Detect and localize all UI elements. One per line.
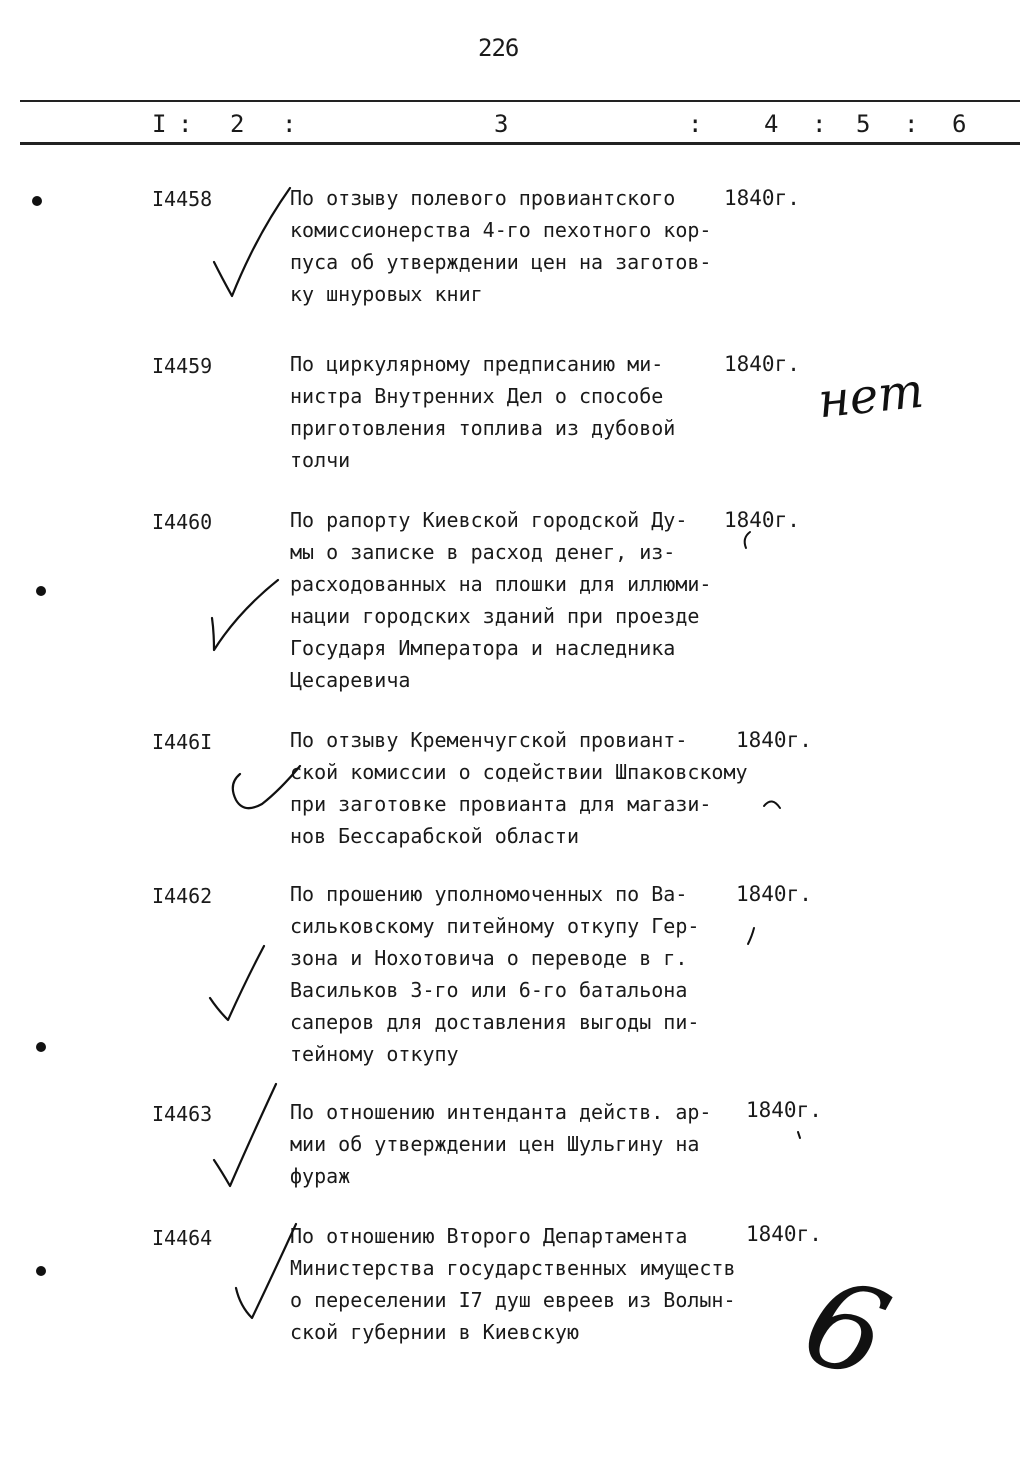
entry-text: По отзыву полевого провиантского комиссионерства 4-го пехотного кор- пуса об утверждении цен на заготов- ку шнуровых книг [290,186,712,306]
checkmark-icon [212,580,278,650]
entry-number: I4458 [152,187,213,211]
column-header-sep-5: : [904,110,919,138]
entry-year: 1840г. [736,882,812,906]
entry-year: 1840г. [746,1222,822,1246]
checkmark-icon [214,188,290,296]
column-header-sep-1: : [178,110,193,138]
header-top-rule [20,100,1020,102]
checkmark-icon [236,1224,296,1318]
entry-text: По отношению интенданта действ. ар- мии об утверждении цен Шульгину на фураж [290,1100,712,1188]
entry-text: По отношению Второго Департамента Министерства государственных имуществ о переселении I7 душ евреев из Волын- ской губернии в Киевскую [290,1224,736,1344]
entry-year: 1840г. [736,728,812,752]
column-header-2: 2 [230,110,245,138]
entry-year: 1840г. [724,186,800,210]
column-header-sep-3: : [688,110,703,138]
entry-text: По рапорту Киевской городской Ду- мы о записке в расход денег, из- расходованных на плошки для иллюми- нации городских зданий при проезде Государя Императора и наследника Цесаревича [290,508,712,692]
entry-year: 1840г. [724,508,800,532]
entry-year: 1840г. [746,1098,822,1122]
column-header-sep-2: : [282,110,297,138]
column-header-6: 6 [952,110,967,138]
entry-number: I446I [152,730,213,754]
entry-number: I4463 [152,1102,213,1126]
column-header-1: I [152,110,167,138]
punch-hole-dot [36,1042,46,1052]
entry-text: По прошению уполномоченных по Ва- сильковскому питейному откупу Гер- зона и Нохотовича о переводе в г. Васильков 3-го или 6-го батальона саперов для доставления выгоды пи- тейному откупу [290,882,700,1066]
punch-hole-dot [32,196,42,206]
column-header-3: 3 [494,110,509,138]
column-header-sep-4: : [812,110,827,138]
tick-mark-icon [798,1132,800,1138]
entry-number: I4464 [152,1226,213,1250]
margin-note: нет [815,362,927,430]
header-bottom-rule [20,142,1020,145]
column-header-5: 5 [856,110,871,138]
entry-number: I4460 [152,510,213,534]
page-number: 226 [478,34,519,62]
entry-text: По отзыву Кременчугской провиант- ской комиссии о содействии Шпаковскому при заготовке провианта для магази- нов Бессарабской области [290,728,748,848]
corner-number: 6 [788,1251,904,1408]
entry-number: I4459 [152,354,213,378]
checkmark-icon [214,1084,276,1186]
entry-year: 1840г. [724,352,800,376]
punch-hole-dot [36,586,46,596]
entry-number: I4462 [152,884,213,908]
checkmark-icon [210,946,264,1020]
column-header-4: 4 [764,110,779,138]
punch-hole-dot [36,1266,46,1276]
entry-text: По циркулярному предписанию ми- нистра Внутренних Дел о способе приготовления топлива из дубовой толчи [290,352,676,472]
